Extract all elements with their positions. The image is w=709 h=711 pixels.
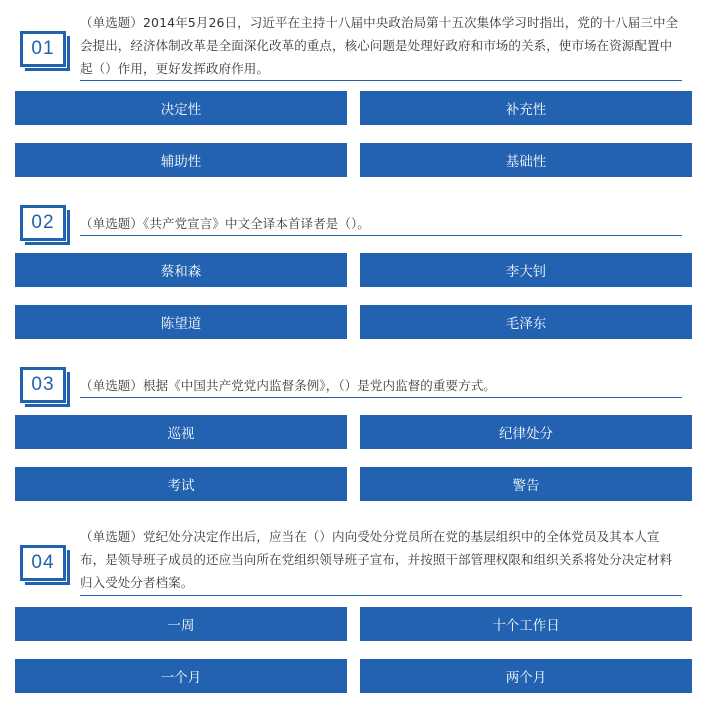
option-button[interactable]: 考试 [15, 467, 347, 501]
question-number-badge [20, 367, 66, 403]
question-text: （单选题）2014年5月26日，习近平在主持十八届中央政治局第十五次集体学习时指出，党的十八届三中全会提出，经济体制改革是全面深化改革的重点，核心问题是处理好政府和市场的关系，使市场在资源配置中起（）作用，更好发挥政府作用。 [80, 15, 679, 76]
option-button[interactable]: 一个月 [15, 659, 347, 693]
question-number: 01 [31, 38, 55, 59]
option-button[interactable]: 毛泽东 [360, 305, 692, 339]
question-number-badge [20, 545, 66, 581]
option-button[interactable]: 陈望道 [15, 305, 347, 339]
question-number: 04 [31, 552, 55, 573]
option-button[interactable]: 两个月 [360, 659, 692, 693]
question-text: （单选题）《共产党宣言》中文全译本首译者是（）。 [80, 216, 370, 231]
question-text: （单选题）党纪处分决定作出后，应当在（）内向受处分党员所在党的基层组织中的全体党员及其本人宣布，是领导班子成员的还应当向所在党组织领导班子宣布，并按照干部管理权限和组织关系将处分决定材料归入受处分者档案。 [80, 529, 673, 590]
question-underline [80, 235, 682, 236]
question-underline [80, 595, 682, 596]
question-underline [80, 397, 682, 398]
option-button[interactable]: 李大钊 [360, 253, 692, 287]
option-button[interactable]: 十个工作日 [360, 607, 692, 641]
option-button[interactable]: 一周 [15, 607, 347, 641]
option-button[interactable]: 补充性 [360, 91, 692, 125]
question-text: （单选题）根据《中国共产党党内监督条例》，（）是党内监督的重要方式。 [80, 378, 496, 393]
option-button[interactable]: 蔡和森 [15, 253, 347, 287]
option-button[interactable]: 基础性 [360, 143, 692, 177]
question-number: 02 [31, 212, 55, 233]
question-number-badge [20, 31, 66, 67]
question-number-badge [20, 205, 66, 241]
option-button[interactable]: 决定性 [15, 91, 347, 125]
option-button[interactable]: 辅助性 [15, 143, 347, 177]
option-button[interactable]: 警告 [360, 467, 692, 501]
option-button[interactable]: 纪律处分 [360, 415, 692, 449]
question-underline [80, 80, 682, 81]
question-number: 03 [31, 374, 55, 395]
option-button[interactable]: 巡视 [15, 415, 347, 449]
